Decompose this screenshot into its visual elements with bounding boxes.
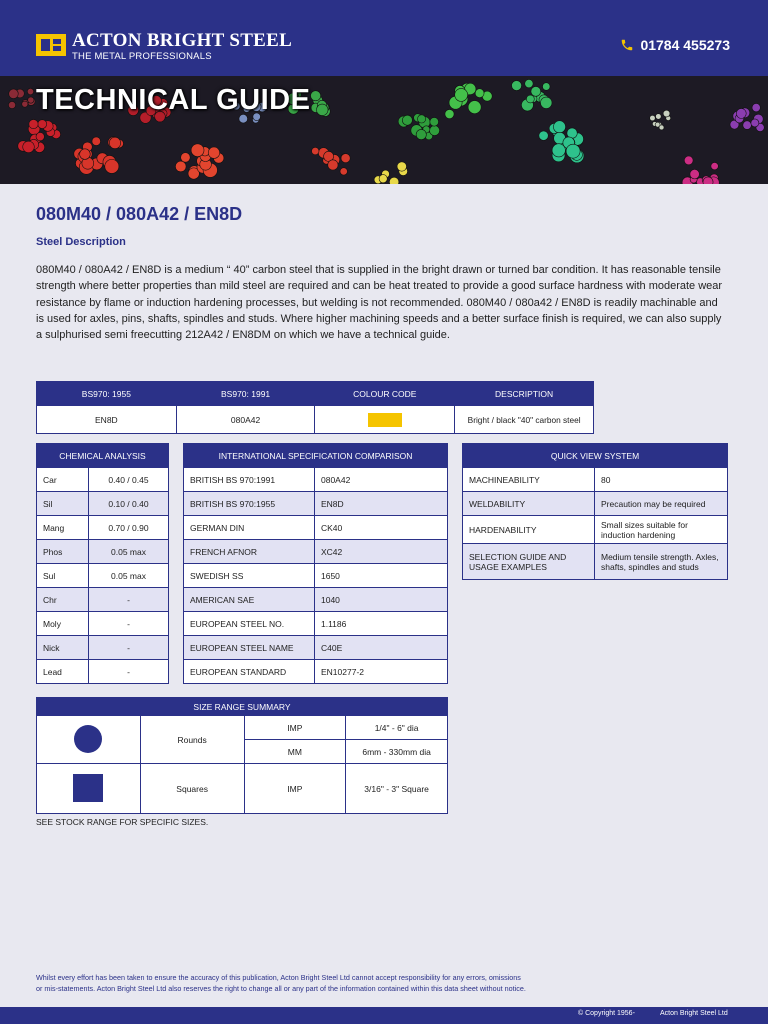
quick-value: Small sizes suitable for induction hardening [595,516,728,544]
chemical-value: 0.05 max [89,564,169,588]
spec-value: EN10277-2 [315,660,448,684]
spec-name: GERMAN DIN [184,516,315,540]
cell-description: Bright / black "40" carbon steel [455,406,594,434]
spec-row [184,492,448,516]
spec-row [184,564,448,588]
steel-bar-bundle [18,119,61,152]
grade-table [36,381,594,434]
chemical-row [37,468,169,492]
rounds-label: Rounds [140,716,244,764]
quick-view-table [462,443,728,580]
chemical-element: Lead [37,660,89,684]
description-heading: Steel Description [36,236,126,248]
international-header: INTERNATIONAL SPECIFICATION COMPARISON [184,444,448,468]
chemical-element: Phos [37,540,89,564]
cell-bs1991: 080A42 [176,406,315,434]
rounds-mm-label: MM [244,740,346,764]
stock-note: SEE STOCK RANGE FOR SPECIFIC SIZES. [36,817,209,827]
chemical-element: Car [37,468,89,492]
phone-icon [620,38,634,52]
steel-bar-bundle [312,147,351,175]
description-text: 080M40 / 080A42 / EN8D is a medium “ 40” carbon steel that is supplied in the bright drawn or turned bar condition. It has reasonable tensile strength where better properties than mild steel are required and can be heat treated to provide a good surface hardness with moderate wear resistance by flame or induction hardening processes, but welding is not recommended. 080M40 / 080a42 / EN8D is readily machinable and is used for axles, pins, shafts, spindles and studs. Where higher machining speeds and a better surface finish is required, we can also supply a sulphurised semi freecutting 212A42 / EN8DM on which we have a technical guide. [36,264,723,342]
squares-shape-cell [37,764,141,814]
quick-key: MACHINEABILITY [463,468,595,492]
cell-bs1955: EN8D [37,406,177,434]
spec-name: BRITISH BS 970:1991 [184,468,315,492]
chemical-value: - [89,636,169,660]
footer [0,1007,768,1024]
chemical-analysis-table [36,443,169,684]
quick-key: WELDABILITY [463,492,595,516]
spec-row [184,588,448,612]
spec-value: 1040 [315,588,448,612]
rounds-imp-label: IMP [244,716,346,740]
quick-key: SELECTION GUIDE AND USAGE EXAMPLES [463,544,595,580]
steel-bar-bundle [8,88,35,108]
spec-name: EUROPEAN STEEL NO. [184,612,315,636]
chemical-element: Nick [37,636,89,660]
banner-title: TECHNICAL GUIDE [36,84,311,116]
chemical-row [37,516,169,540]
spec-name: EUROPEAN STEEL NAME [184,636,315,660]
steel-bar-bundle [175,144,224,179]
quick-row [463,492,728,516]
spec-row [184,636,448,660]
spec-value: 1650 [315,564,448,588]
quick-value: 80 [595,468,728,492]
chemical-element: Moly [37,612,89,636]
header-bs1955: BS970: 1955 [37,382,177,406]
disclaimer-line-1: Whilst every effort has been taken to ensure the accuracy of this publication, Acton Bright Steel Ltd cannot accept responsibility for any errors, omissions [36,973,521,982]
spec-value: EN8D [315,492,448,516]
steel-bar-bundle [682,156,719,184]
chemical-row [37,492,169,516]
chemical-row [37,540,169,564]
chemical-row [37,636,169,660]
spec-row [184,660,448,684]
steel-bar-bundle [398,114,439,140]
banner-image [0,76,768,184]
spec-row [184,468,448,492]
spec-value: CK40 [315,516,448,540]
colour-swatch [368,413,402,427]
chemical-element: Sul [37,564,89,588]
footer-copyright: © Copyright 1956- [578,1010,635,1017]
quick-row [463,516,728,544]
chemical-row [37,660,169,684]
steel-bar-bundle [74,137,124,175]
rounds-shape-cell [37,716,141,764]
header-description: DESCRIPTION [455,382,594,406]
chemical-value: 0.70 / 0.90 [89,516,169,540]
spec-name: FRENCH AFNOR [184,540,315,564]
chemical-value: 0.40 / 0.45 [89,468,169,492]
rounds-mm-value: 6mm - 330mm dia [346,740,448,764]
quick-value: Medium tensile strength. Axles, shafts, spindles and studs [595,544,728,580]
product-title: 080M40 / 080A42 / EN8D [36,204,243,224]
footer-company: Acton Bright Steel Ltd [660,1010,728,1017]
spec-value: 080A42 [315,468,448,492]
quick-row [463,544,728,580]
squares-label: Squares [140,764,244,814]
international-spec-table [183,443,448,684]
chemical-row [37,612,169,636]
chemical-row [37,588,169,612]
steel-bar-bundle [374,162,407,184]
squares-imp-value: 3/16" - 3" Square [346,764,448,814]
company-name: ACTON BRIGHT STEEL [72,30,293,51]
chemical-element: Mang [37,516,89,540]
chemical-value: 0.05 max [89,540,169,564]
header-colour-code: COLOUR CODE [315,382,455,406]
disclaimer [36,972,736,994]
chemical-value: - [89,660,169,684]
spec-row [184,612,448,636]
phone-text: 01784 455273 [640,37,730,53]
quick-value: Precaution may be required [595,492,728,516]
spec-name: EUROPEAN STANDARD [184,660,315,684]
square-bar-icon [73,774,103,802]
spec-value: C40E [315,636,448,660]
steel-bar-bundle [512,79,552,111]
cell-colour [315,406,455,434]
steel-bar-bundle [539,121,584,163]
company-logo[interactable] [36,32,292,62]
header-bs1991: BS970: 1991 [176,382,315,406]
quick-key: HARDENABILITY [463,516,595,544]
round-bar-icon [74,725,102,753]
spec-value: 1.1186 [315,612,448,636]
logo-icon [36,34,66,56]
company-tagline: THE METAL PROFESSIONALS [72,51,212,62]
chemical-value: 0.10 / 0.40 [89,492,169,516]
chemical-element: Chr [37,588,89,612]
steel-bar-bundle [730,103,764,131]
phone-number[interactable] [620,37,730,53]
top-strip [0,0,768,16]
spec-name: SWEDISH SS [184,564,315,588]
disclaimer-line-2: or mis-statements. Acton Bright Steel Ltd also reserves the right to change all or any part of the information contained within this data sheet without notice. [36,984,526,993]
spec-name: BRITISH BS 970:1955 [184,492,315,516]
quick-row [463,468,728,492]
spec-value: XC42 [315,540,448,564]
size-header: SIZE RANGE SUMMARY [37,698,448,716]
chemical-value: - [89,588,169,612]
spec-row [184,516,448,540]
spec-name: AMERICAN SAE [184,588,315,612]
chemical-row [37,564,169,588]
steel-bar-bundle [445,83,492,118]
chemical-header: CHEMICAL ANALYSIS [37,444,169,468]
quick-header: QUICK VIEW SYSTEM [463,444,728,468]
size-range-table [36,697,448,814]
spec-row [184,540,448,564]
rounds-imp-value: 1/4" - 6" dia [346,716,448,740]
squares-imp-label: IMP [244,764,346,814]
header [0,16,768,76]
chemical-value: - [89,612,169,636]
chemical-element: Sil [37,492,89,516]
steel-bar-bundle [650,110,671,130]
